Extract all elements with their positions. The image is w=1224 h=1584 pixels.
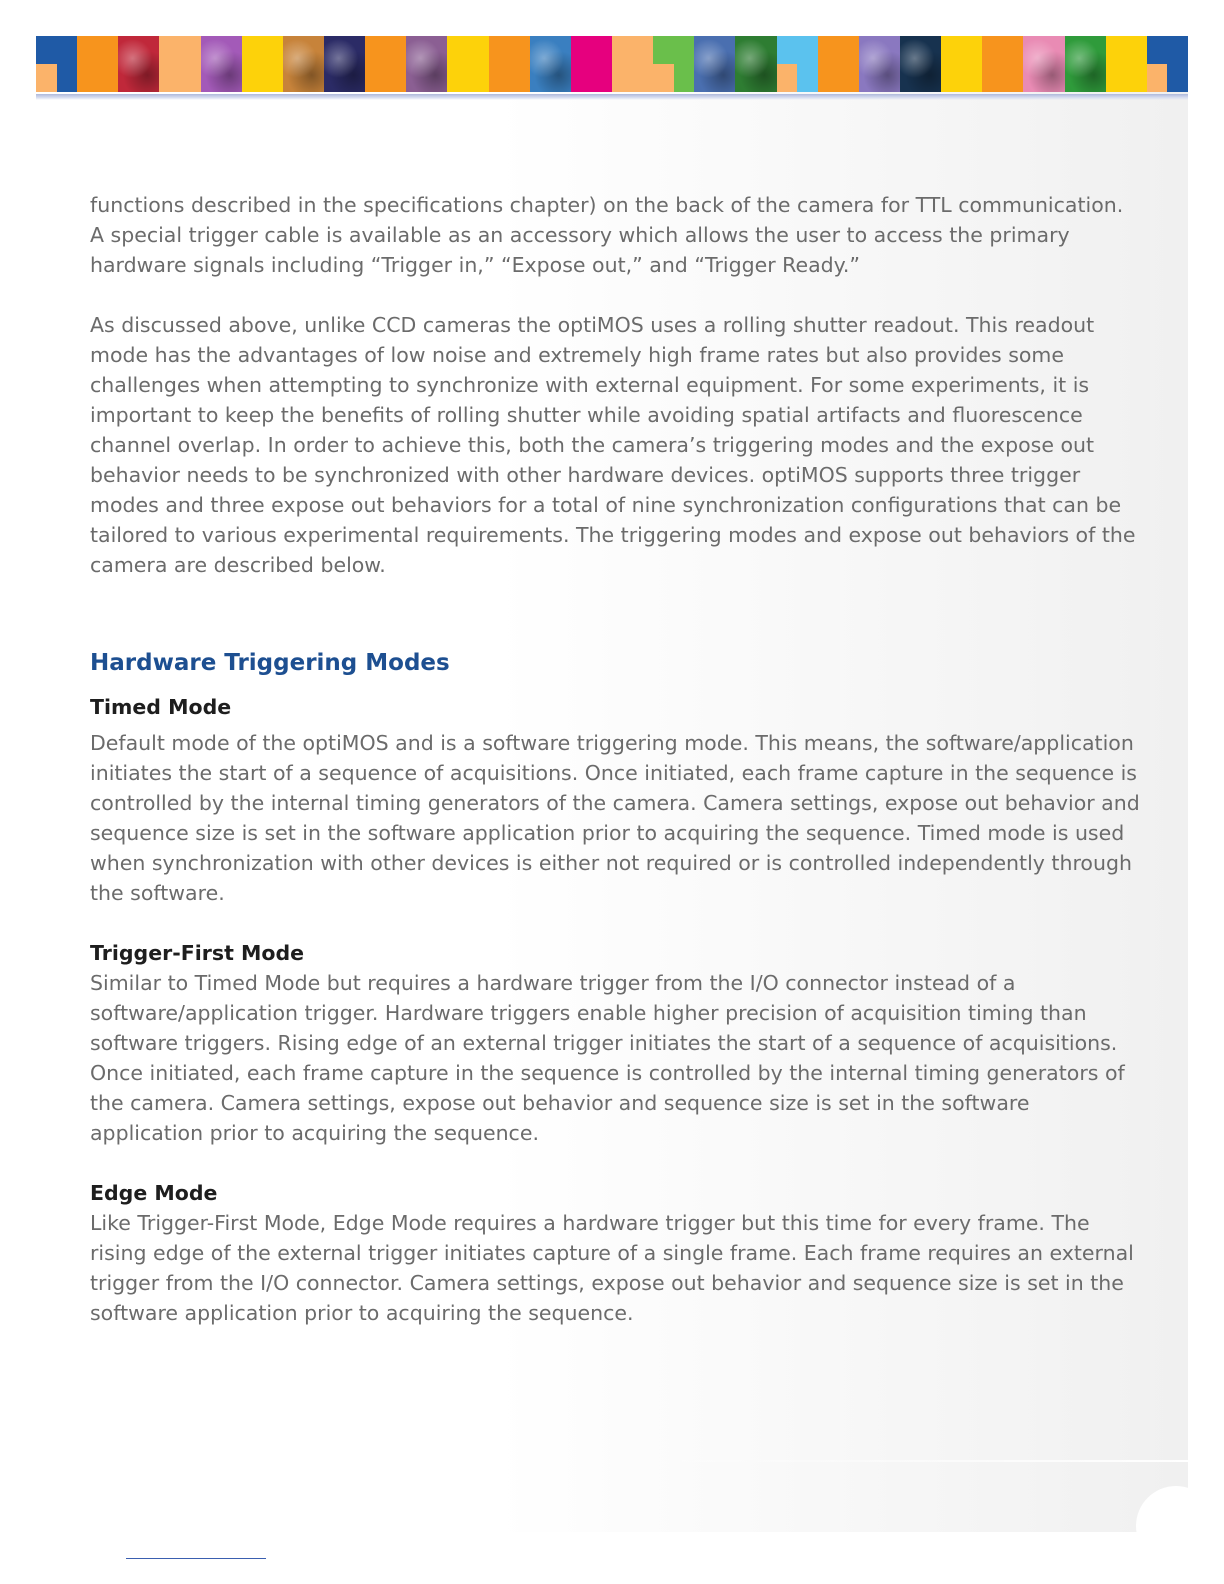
footer-link-underline [126,1558,266,1559]
mode-description: Like Trigger-First Mode, Edge Mode requires a hardware trigger but this time for every frame. The rising edge of the external trigger initiates capture of a single frame. Each frame requires an external trigger from the I/O connector. Camera settings, expose out behavior and sequence size is set in the software application prior to acquiring the sequence. [90,1211,1134,1325]
banner-sub-tile [1147,64,1168,92]
banner-color-tile [365,36,407,92]
banner-micrograph-tile [859,36,901,92]
section-title: Hardware Triggering Modes [90,650,450,676]
banner-color-tile [818,36,860,92]
banner-color-tile [489,36,531,92]
banner-micrograph-tile [118,36,160,92]
intro-paragraph: functions described in the specifications chapter) on the back of the camera for TTL communication. A special trigger cable is available as an accessory which allows the user to access the primary hardware signals including “Trigger in,” “Expose out,” and “Trigger Ready.” [90,193,1124,277]
banner-color-tile [242,36,284,92]
mode-heading: Edge Mode [90,1181,218,1205]
mode-heading: Trigger-First Mode [90,941,305,965]
mode-description: Similar to Timed Mode but requires a hardware trigger from the I/O connector instead of a software/application trigger. Hardware triggers enable higher precision of acquisition timing than software triggers. Rising edge of an external trigger initiates the start of a sequence of acquisitions. Once initiated, each frame capture in the sequence is controlled by the internal timing generators of the camera. Camera settings, expose out behavior and sequence size is set in the software application prior to acquiring the sequence. [90,971,1125,1145]
banner-sub-tile [159,64,180,92]
banner-color-tile [941,36,983,92]
banner-color-tile [447,36,489,92]
mode-block-timed [90,692,1140,908]
banner-color-tile [612,36,654,92]
banner-sub-tile [36,64,57,92]
banner-micrograph-tile [324,36,366,92]
banner-underline [36,94,1188,100]
banner-color-tile [36,36,78,92]
banner-micrograph-tile [900,36,942,92]
mode-heading: Timed Mode [90,695,232,719]
header-banner [36,36,1188,92]
banner-micrograph-tile [201,36,243,92]
banner-micrograph-tile [283,36,325,92]
page-edge-mask [1188,1470,1224,1584]
banner-color-tile [982,36,1024,92]
mode-description: Default mode of the optiMOS and is a software triggering mode. This means, the software/application initiates the start of a sequence of acquisitions. Once initiated, each frame capture in the sequence is controlled by the internal timing generators of the camera. Camera settings, expose out behavior and sequence size is set in the software application prior to acquiring the sequence. Timed mode is used when synchronization with other devices is either not required or is controlled independently through the software. [90,731,1140,905]
banner-micrograph-tile [694,36,736,92]
banner-sub-tile [653,64,674,92]
banner-micrograph-tile [1065,36,1107,92]
document-body [90,190,1140,1358]
rolling-shutter-paragraph: As discussed above, unlike CCD cameras the optiMOS uses a rolling shutter readout. This readout mode has the advantages of low noise and extremely high frame rates but also provides some challenges when attempting to synchronize with external equipment. For some experiments, it is important to keep the benefits of rolling shutter while avoiding spatial artifacts and fluorescence channel overlap. In order to achieve this, both the camera’s triggering modes and the expose out behavior needs to be synchronized with other hardware devices. optiMOS supports three trigger modes and three expose out behaviors for a total of nine synchronization configurations that can be tailored to various experimental requirements. The triggering modes and expose out behaviors of the camera are described below. [90,313,1136,577]
banner-micrograph-tile [735,36,777,92]
banner-sub-tile [777,64,798,92]
banner-micrograph-tile [530,36,572,92]
banner-color-tile [571,36,613,92]
mode-block-trigger-first [90,938,1140,1148]
mode-block-edge [90,1178,1140,1328]
banner-color-tile [77,36,119,92]
banner-micrograph-tile [406,36,448,92]
banner-color-tile [653,36,695,92]
banner-micrograph-tile [1023,36,1065,92]
banner-color-tile [1147,36,1188,92]
footer-rule [610,1460,1188,1462]
banner-color-tile [777,36,819,92]
banner-color-tile [1106,36,1148,92]
banner-color-tile [159,36,201,92]
